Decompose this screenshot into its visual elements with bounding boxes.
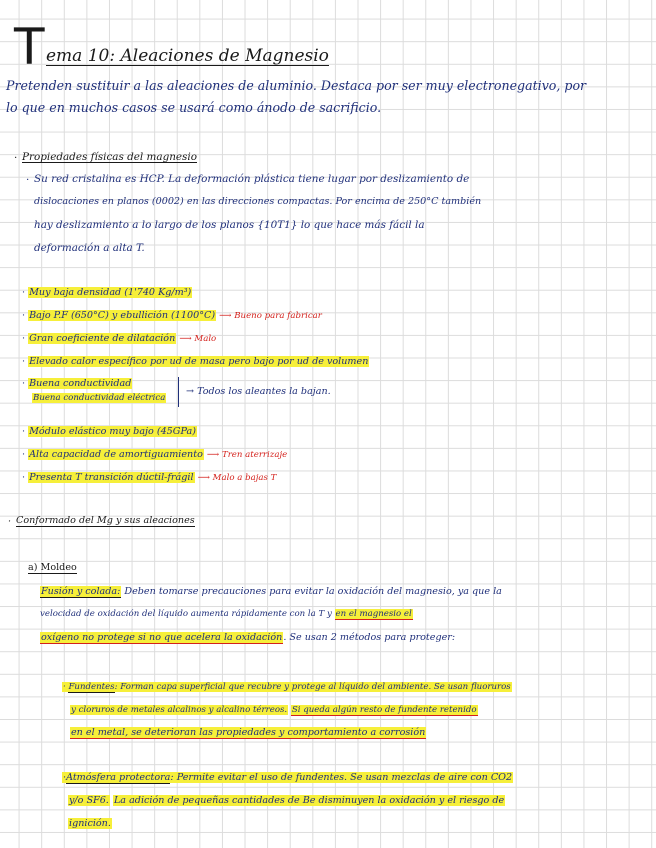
atmosfera-label: Atmósfera protectora	[66, 772, 171, 783]
fundentes-line-2	[70, 706, 478, 715]
prop-melting-text: Bajo P.F (650°C) y ebullición (1100°C)	[29, 310, 216, 321]
atmosfera-line-3-text: ignición.	[69, 818, 111, 829]
atmosfera-line-2	[68, 796, 505, 806]
fundentes-line-3-highlight: en el metal, se deterioran las propiedades y comportamiento a corrosión	[71, 727, 426, 738]
intro-line-2: lo que en muchos casos se usará como ánodo de sacrificio.	[6, 100, 382, 115]
fundentes-line-2-highlight: Si queda algún resto de fundente retenido	[291, 705, 477, 715]
fundentes-line-1-text: : Forman capa superficial que recubre y protege al líquido del ambiente. Se usan fluoruros	[114, 682, 511, 692]
paragraph-line-3: hay deslizamiento a lo largo de los planos {10T1} lo que hace más fácil la	[34, 219, 425, 231]
prop-specific-heat-text: Elevado calor específico por ud de masa pero bajo por ud de volumen	[29, 356, 369, 367]
fusion-line-2-text: velocidad de oxidación del líquido aumenta rápidamente con la T y	[40, 609, 332, 619]
fundentes-line-3	[70, 728, 426, 738]
section1-heading-bullet: ·	[14, 152, 18, 164]
section2-heading-bullet: ·	[8, 516, 12, 527]
fundentes-label: Fundentes	[68, 682, 115, 692]
fusion-line-1	[40, 587, 502, 597]
prop-melting-note: Bueno para fabricar	[234, 311, 322, 321]
section1-heading: Propiedades físicas del magnesio	[22, 151, 197, 163]
conductivity-bracket	[178, 377, 179, 407]
fusion-line-3-highlight: oxígeno no protege si no que acelera la oxidación	[41, 632, 283, 643]
fundentes-line-1: · Fundentes: Forman capa superficial que recubre y protege al líquido del ambiente. Se usan fluoruros	[63, 682, 511, 692]
fusion-line-3	[40, 633, 455, 643]
prop-melting: · Bajo P.F (650°C) y ebullición (1100°C) ⟶ Bueno para fabricar	[22, 310, 322, 321]
prop-elastic-modulus: · Módulo elástico muy bajo (45GPa)	[22, 426, 196, 437]
prop-ductile-brittle: · Presenta T transición dúctil-frágil ⟶ Malo a bajas T	[22, 472, 277, 483]
paragraph-line-4: deformación a alta T.	[34, 242, 145, 254]
fundentes-line-2-text: y cloruros de metales alcalinos y alcalino térreos.	[71, 705, 288, 715]
prop-specific-heat: · Elevado calor específico por ud de masa pero bajo por ud de volumen	[22, 356, 369, 367]
atmosfera-line-2-text: y/o SF6.	[69, 795, 109, 806]
section2-heading: Conformado del Mg y sus aleaciones	[16, 515, 195, 526]
prop-conductivity-text: Buena conductividad	[29, 378, 132, 389]
paragraph-bullet: ·	[26, 174, 30, 186]
prop-dilatation: · Gran coeficiente de dilatación ⟶ Malo	[22, 333, 217, 344]
paragraph-line-1: Su red cristalina es HCP. La deformación plástica tiene lugar por deslizamiento de	[34, 173, 470, 185]
prop-density: · Muy baja densidad (1'740 Kg/m³)	[22, 287, 192, 298]
fusion-line-2-highlight: en el magnesio el	[335, 609, 412, 619]
prop-conductivity-electric	[32, 394, 166, 403]
title-initial: T	[14, 18, 45, 76]
fusion-label: Fusión y colada:	[41, 586, 121, 597]
prop-density-text: Muy baja densidad (1'740 Kg/m³)	[29, 287, 192, 298]
atmosfera-line-1: ·Atmósfera protectora: Permite evitar el uso de fundentes. Se usan mezclas de aire con CO2	[63, 772, 513, 783]
page-title: ema 10: Aleaciones de Magnesio	[46, 46, 329, 66]
prop-ductile-brittle-text: Presenta T transición dúctil-frágil	[29, 472, 194, 483]
atmosfera-line-1-text: : Permite evitar el uso de fundentes. Se usan mezclas de aire con CO2	[170, 772, 513, 783]
prop-damping-text: Alta capacidad de amortiguamiento	[29, 449, 203, 460]
fusion-line-1-text: Deben tomarse precauciones para evitar la oxidación del magnesio, ya que la	[124, 586, 502, 597]
paragraph-line-2: dislocaciones en planos (0002) en las direcciones compactas. Por encima de 250°C también	[34, 196, 482, 207]
prop-dilatation-note: Malo	[194, 334, 217, 344]
prop-damping: · Alta capacidad de amortiguamiento ⟶ Tren aterrizaje	[22, 449, 288, 460]
prop-conductivity-electric-text: Buena conductividad eléctrica	[33, 393, 166, 403]
prop-ductile-brittle-note: Malo a bajas T	[212, 473, 277, 483]
prop-conductivity: · Buena conductividad	[22, 378, 132, 389]
subsection-moldeo: a) Moldeo	[28, 562, 77, 573]
prop-conductivity-note: → Todos los aleantes la bajan.	[186, 386, 331, 397]
prop-elastic-modulus-text: Módulo elástico muy bajo (45GPa)	[29, 426, 196, 437]
atmosfera-line-3	[68, 819, 112, 829]
prop-dilatation-text: Gran coeficiente de dilatación	[29, 333, 176, 344]
intro-line-1: Pretenden sustituir a las aleaciones de aluminio. Destaca por ser muy electronegativo, por	[6, 78, 587, 93]
atmosfera-line-2-highlight: La adición de pequeñas cantidades de Be disminuyen la oxidación y el riesgo de	[113, 795, 505, 806]
fusion-line-3-text: . Se usan 2 métodos para proteger:	[283, 632, 456, 643]
prop-damping-note: Tren aterrizaje	[221, 450, 288, 460]
fusion-line-2	[40, 610, 413, 619]
